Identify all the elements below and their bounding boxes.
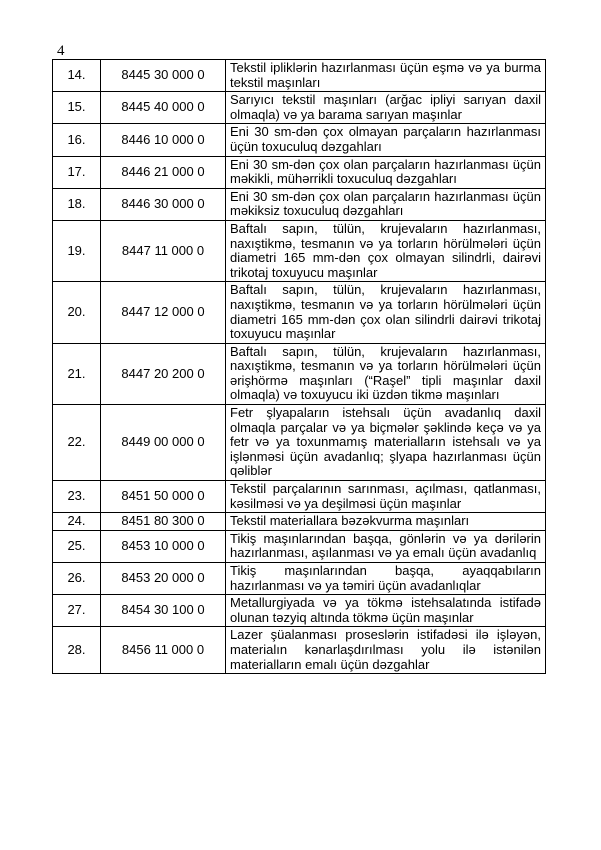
row-code: 8453 20 000 0 xyxy=(101,563,226,595)
table-row xyxy=(53,92,546,124)
row-code: 8447 11 000 0 xyxy=(101,220,226,281)
row-number: 17. xyxy=(53,156,101,188)
row-description: Baftalı sapın, tülün, krujevaların hazırlanması, naxıştikmə, tesmanın və ya torların hörülmələri üçün ərişhörmə maşınları (“Raşel” tipli maşınlar daxil olmaqla) və toxuyucu iki üzdən tikmə maşınları xyxy=(226,343,546,404)
row-number: 19. xyxy=(53,220,101,281)
row-code: 8447 20 200 0 xyxy=(101,343,226,404)
row-number: 21. xyxy=(53,343,101,404)
table-row xyxy=(53,156,546,188)
table-body xyxy=(53,60,546,674)
table-row xyxy=(53,282,546,343)
row-description: Eni 30 sm-dən çox olan parçaların hazırlanması üçün məkiksiz toxuculuq dəzgahları xyxy=(226,188,546,220)
table-row xyxy=(53,343,546,404)
row-number: 16. xyxy=(53,124,101,156)
row-description: Tekstil materiallara bəzəkvurma maşınları xyxy=(226,513,546,531)
table-row xyxy=(53,595,546,627)
row-number: 20. xyxy=(53,282,101,343)
row-description: Eni 30 sm-dən çox olmayan parçaların hazırlanması üçün toxuculuq dəzgahları xyxy=(226,124,546,156)
table-row xyxy=(53,188,546,220)
row-code: 8445 30 000 0 xyxy=(101,60,226,92)
row-code: 8447 12 000 0 xyxy=(101,282,226,343)
row-number: 27. xyxy=(53,595,101,627)
row-description: Fetr şlyapaların istehsalı üçün avadanlıq daxil olmaqla parçalar və ya biçmələr şəklində keçə və ya fetr və ya toxunmamış materialların istehsalı və ya işlənməsi üçün avadanlıq; şlyapa hazırlanması üçün qəliblər xyxy=(226,405,546,481)
table-row xyxy=(53,513,546,531)
row-code: 8456 11 000 0 xyxy=(101,627,226,674)
row-description: Tikiş maşınlarından başqa, gönlərin və ya dərilərin hazırlanması, aşılanması və ya emalı üçün avadanlıq xyxy=(226,530,546,562)
row-number: 15. xyxy=(53,92,101,124)
row-description: Sarıyıcı tekstil maşınları (arğac ipliyi sarıyan daxil olmaqla) və ya barama sarıyan maşınlar xyxy=(226,92,546,124)
row-code: 8446 30 000 0 xyxy=(101,188,226,220)
row-number: 14. xyxy=(53,60,101,92)
row-description: Eni 30 sm-dən çox olan parçaların hazırlanması üçün məkikli, mühərrikli toxuculuq dəzgahları xyxy=(226,156,546,188)
row-code: 8451 80 300 0 xyxy=(101,513,226,531)
row-description: Lazer şüalanması proseslərin istifadəsi ilə işləyən, materialın kənarlaşdırılması yolu ilə istənilən materialların emalı üçün dəzgahlar xyxy=(226,627,546,674)
row-number: 18. xyxy=(53,188,101,220)
row-description: Tekstil parçalarının sarınması, açılması, qatlanması, kəsilməsi və ya deşilməsi üçün maşınlar xyxy=(226,481,546,513)
row-description: Baftalı sapın, tülün, krujevaların hazırlanması, naxıştikmə, tesmanın və ya torların hörülmələri üçün diametri 165 mm-dən çox olmayan silindrli, dairəvi trikotaj toxuyucu maşınlar xyxy=(226,220,546,281)
table-row xyxy=(53,530,546,562)
row-description: Tekstil ipliklərin hazırlanması üçün eşmə və ya burma tekstil maşınları xyxy=(226,60,546,92)
table-row xyxy=(53,627,546,674)
row-number: 25. xyxy=(53,530,101,562)
row-code: 8449 00 000 0 xyxy=(101,405,226,481)
row-code: 8451 50 000 0 xyxy=(101,481,226,513)
row-code: 8446 21 000 0 xyxy=(101,156,226,188)
table-row xyxy=(53,60,546,92)
table-row xyxy=(53,220,546,281)
row-number: 26. xyxy=(53,563,101,595)
row-code: 8454 30 100 0 xyxy=(101,595,226,627)
row-number: 28. xyxy=(53,627,101,674)
row-description: Tikiş maşınlarından başqa, ayaqqabıların hazırlanması və ya təmiri üçün avadanlıqlar xyxy=(226,563,546,595)
row-description: Baftalı sapın, tülün, krujevaların hazırlanması, naxıştikmə, tesmanın və ya torların hörülmələri üçün diametri 165 mm-dən çox olan silindrli dairəvi trikotaj toxuyucu maşınlar xyxy=(226,282,546,343)
row-number: 23. xyxy=(53,481,101,513)
row-number: 24. xyxy=(53,513,101,531)
table-row xyxy=(53,481,546,513)
row-number: 22. xyxy=(53,405,101,481)
row-code: 8453 10 000 0 xyxy=(101,530,226,562)
row-code: 8446 10 000 0 xyxy=(101,124,226,156)
table-row xyxy=(53,563,546,595)
page-number: 4 xyxy=(57,43,65,59)
table-row xyxy=(53,124,546,156)
row-description: Metallurgiyada və ya tökmə istehsalatında istifadə olunan təzyiq altında tökmə üçün maşınlar xyxy=(226,595,546,627)
row-code: 8445 40 000 0 xyxy=(101,92,226,124)
equipment-table xyxy=(52,59,546,674)
table-row xyxy=(53,405,546,481)
